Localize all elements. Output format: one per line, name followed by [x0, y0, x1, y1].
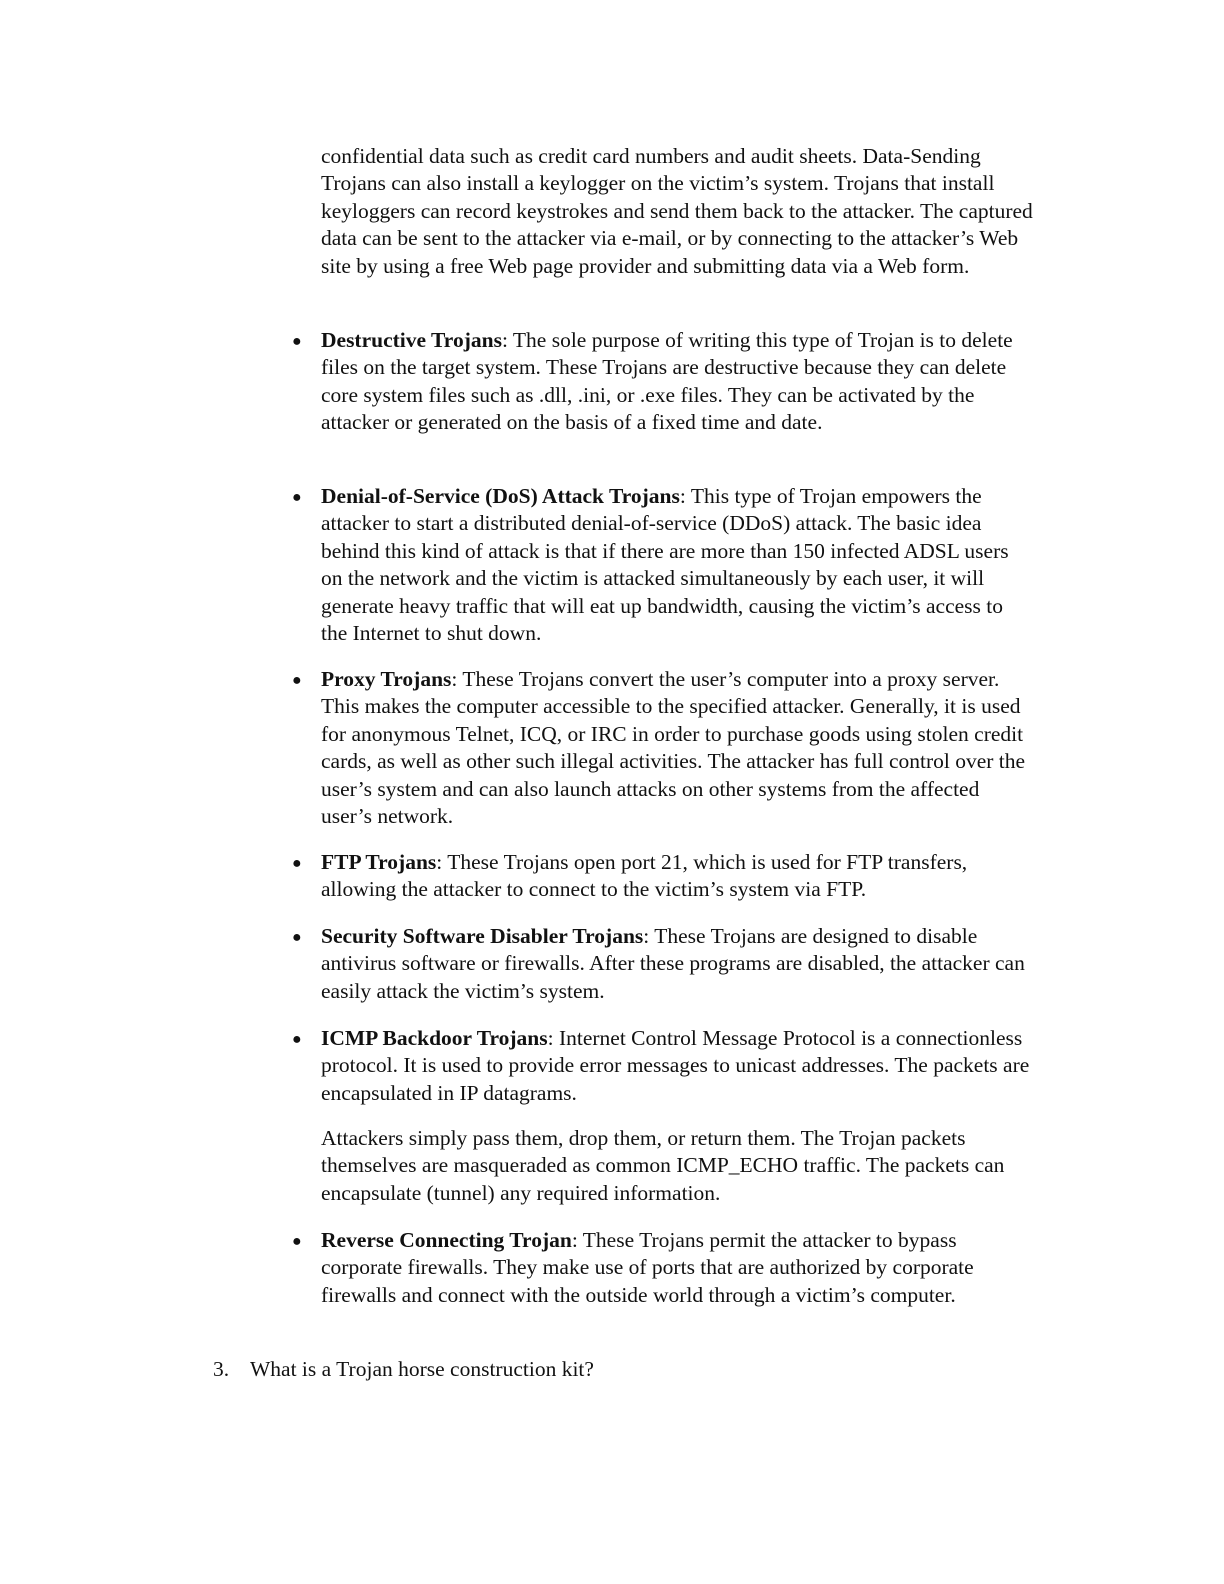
- list-item-reverse-connecting-trojan: [321, 1227, 1033, 1309]
- question-number: 3.: [213, 1357, 230, 1381]
- bullet-icon: ●: [292, 855, 302, 872]
- bullet-icon: ●: [292, 672, 302, 689]
- icmp-continuation-paragraph: Attackers simply pass them, drop them, or return them. The Trojan packets themselves are masqueraded as common ICMP_ECHO traffic. The packets can encapsulate (tunnel) any required information.: [321, 1126, 1005, 1205]
- list-item-proxy-trojans: [321, 666, 1033, 830]
- list-item-security-disabler-trojans: [321, 923, 1033, 1005]
- bullet-icon: ●: [292, 333, 302, 350]
- intro-paragraph: confidential data such as credit card numbers and audit sheets. Data-Sending Trojans can also install a keylogger on the victim’s system. Trojans that install keyloggers can record keystrokes and send them back to the attacker. The captured data can be sent to the attacker via e-mail, or by connecting to the attacker’s Web site by using a free Web page provider and submitting data via a Web form.: [321, 144, 1033, 278]
- item-term: Security Software Disabler Trojans: [321, 924, 644, 948]
- bullet-icon: ●: [292, 1031, 302, 1048]
- list-item-destructive-trojans: [321, 327, 1033, 437]
- bullet-icon: ●: [292, 929, 302, 946]
- list-item-ftp-trojans: [321, 849, 1033, 904]
- item-term: Proxy Trojans: [321, 667, 452, 691]
- item-description: : The sole purpose of writing this type of Trojan is to delete files on the target system. These Trojans are destructive because they can delete core system files such as .dll, .ini, or .exe files. They can be activated by the attacker or generated on the basis of a fixed time and date.: [321, 328, 1013, 435]
- item-term: ICMP Backdoor Trojans: [321, 1026, 548, 1050]
- item-term: Destructive Trojans: [321, 328, 502, 352]
- item-term: FTP Trojans: [321, 850, 437, 874]
- item-description: : These Trojans are designed to disable antivirus software or firewalls. After these programs are disabled, the attacker can easily attack the victim’s system.: [321, 924, 1025, 1003]
- item-description: : This type of Trojan empowers the attacker to start a distributed denial-of-service (DDoS) attack. The basic idea behind this kind of attack is that if there are more than 150 infected ADSL users on the network and the victim is attacked simultaneously by each user, it will generate heavy traffic that will eat up bandwidth, causing the victim’s access to the Internet to shut down.: [321, 484, 1009, 646]
- item-description: : These Trojans convert the user’s computer into a proxy server. This makes the computer accessible to the specified attacker. Generally, it is used for anonymous Telnet, ICQ, or IRC in order to purchase goods using stolen credit cards, as well as other such illegal activities. The attacker has full control over the user’s system and can also launch attacks on other systems from the affected user’s network.: [321, 667, 1026, 829]
- item-description: : These Trojans permit the attacker to bypass corporate firewalls. They make use of ports that are authorized by corporate firewalls and connect with the outside world through a victim’s computer.: [321, 1228, 974, 1307]
- item-term: Denial-of-Service (DoS) Attack Trojans: [321, 484, 680, 508]
- list-item-icmp-backdoor-trojans: [321, 1025, 1033, 1107]
- item-description: : Internet Control Message Protocol is a connectionless protocol. It is used to provide error messages to unicast addresses. The packets are encapsulated in IP datagrams.: [321, 1026, 1030, 1105]
- question-text: What is a Trojan horse construction kit?: [250, 1357, 594, 1381]
- list-item-dos-attack-trojans: [321, 483, 1033, 647]
- bullet-icon: ●: [292, 1233, 302, 1250]
- item-term: Reverse Connecting Trojan: [321, 1228, 572, 1252]
- bullet-icon: ●: [292, 489, 302, 506]
- item-description: : These Trojans open port 21, which is used for FTP transfers, allowing the attacker to connect to the victim’s system via FTP.: [321, 850, 968, 902]
